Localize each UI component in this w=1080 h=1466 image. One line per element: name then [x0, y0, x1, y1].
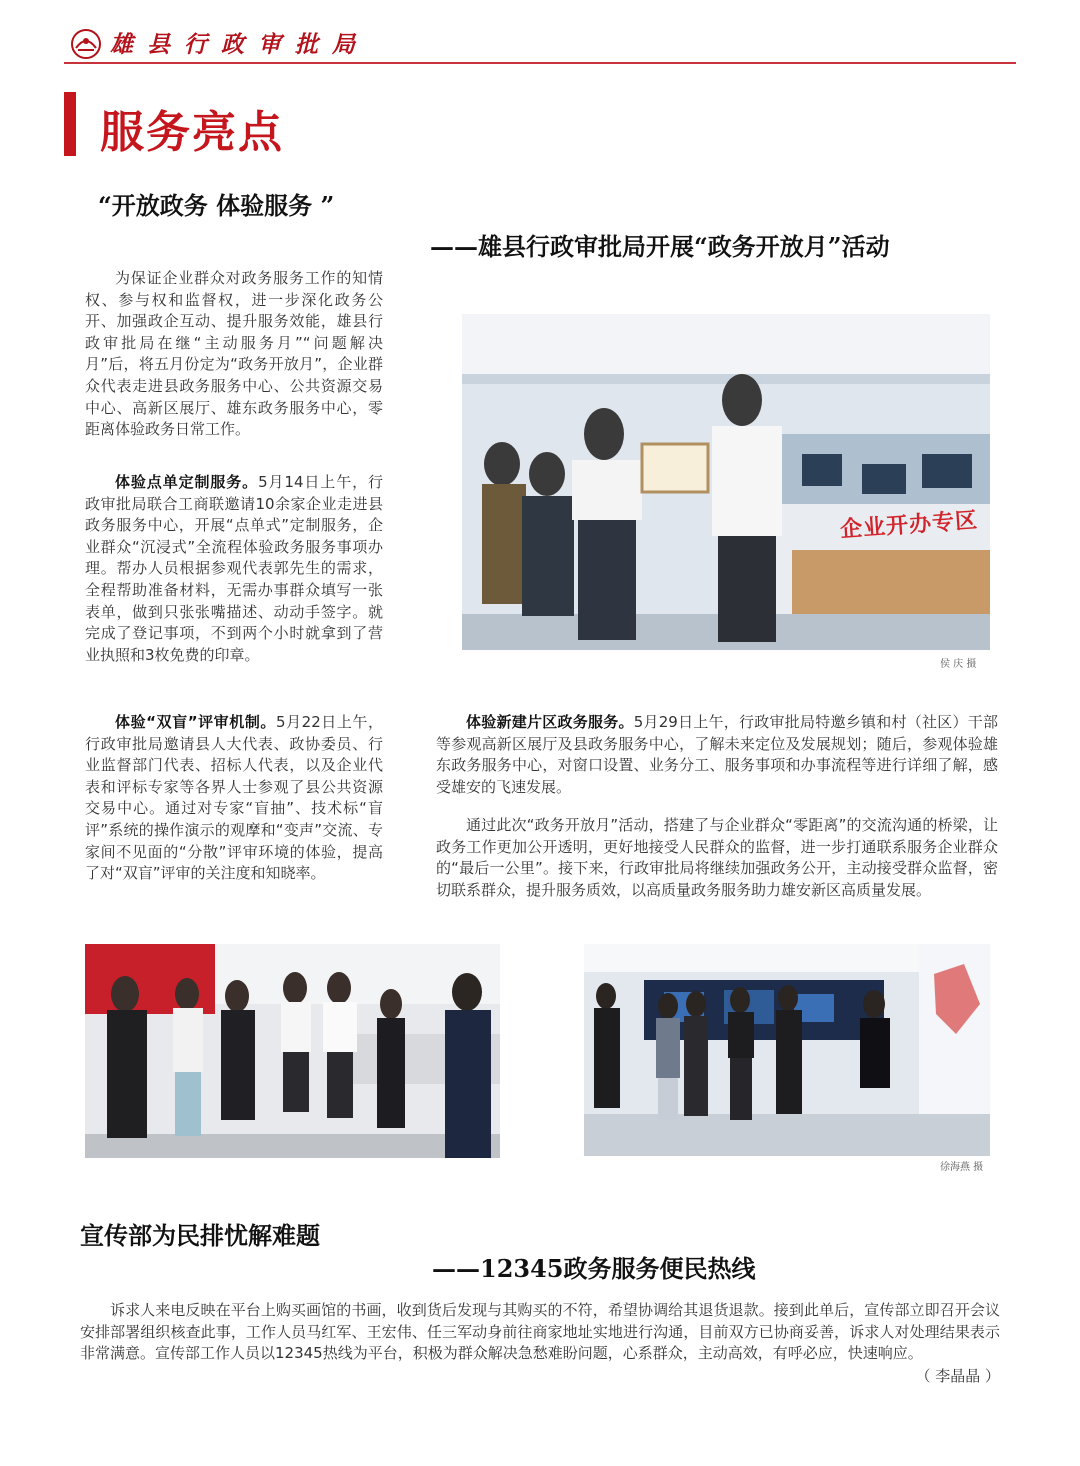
photo-bidding-center-visit [85, 944, 500, 1158]
brand-name: 雄县行政审批局 [110, 31, 369, 58]
article1-title: “开放政务 体验服务 ” [98, 191, 335, 220]
article1-section2 [85, 712, 383, 885]
photo-certificate-presentation [462, 314, 990, 650]
section1-lead: 体验点单定制服务。 [115, 473, 259, 491]
section-title: 服务亮点 [100, 107, 284, 158]
section1-body: 5月14日上午，行政审批局联合工商联邀请10余家企业走进县政务服务中心，开展“点单式”定制服务，企业群众“沉浸式”全流程体验政务服务事项办理。帮办人员根据参观代表郭先生的需求，全程帮助准备材料，无需办事群众填写一张表单，做到只张张嘴描述、动动手签字。就完成了登记事项，不到两个小时就拿到了营业执照和3枚免费的印章。 [85, 473, 383, 664]
section3-lead: 体验新建片区政务服务。 [466, 713, 634, 731]
article1-subtitle: ——雄县行政审批局开展“政务开放月”活动 [430, 232, 890, 261]
section2-lead: 体验“双盲”评审机制。 [115, 713, 276, 731]
section2-body: 5月22日上午，行政审批局邀请县人大代表、政协委员、行业监督部门代表、招标人代表，以及企业代表和评标专家等各界人士参观了县公共资源交易中心。通过对专家“盲抽”、技术标“盲评”系统的操作演示的观摩和“变声”交流、专家间不见面的“分散”评审环境的体验，提高了对“双盲”评审的关注度和知晓率。 [85, 713, 384, 883]
article2-subtitle: ——12345政务服务便民热线 [432, 1254, 756, 1283]
article1-section1 [85, 472, 383, 666]
intro-paragraph: 为保证企业群众对政务服务工作的知情权、参与权和监督权，进一步深化政务公开、加强政企互动、提升服务效能，雄县行政审批局在继“主动服务月”“问题解决月”后，将五月份定为“政务开放月”，企业群众代表走进县政务服务中心、公共资源交易中心、高新区展厅、雄东政务服务中心，零距离体验政务日常工作。 [85, 269, 383, 439]
header-divider [64, 62, 1016, 64]
section3-paragraph [436, 712, 998, 798]
section1-paragraph [85, 472, 383, 666]
article1-intro [85, 268, 383, 441]
article2-author: （ 李晶晶 ） [915, 1367, 1000, 1385]
article1-section3 [436, 712, 998, 798]
photo1-credit: 侯 庆 摄 [940, 659, 977, 670]
section3-body: 5月29日上午，行政审批局特邀乡镇和村（社区）干部等参观高新区展厅及县政务服务中心，了解未来定位及发展规划；随后，参观体验雄东政务服务中心，对窗口设置、业务分工、服务事项和办事流程等进行详细了解，感受雄安的飞速发展。 [436, 713, 998, 796]
logo-icon [70, 28, 102, 60]
section2-paragraph [85, 712, 383, 885]
photo3-credit: 徐海燕 摄 [940, 1162, 984, 1173]
section-accent-bar [64, 92, 76, 156]
article2-body [80, 1300, 1000, 1365]
article1-conclusion [436, 815, 998, 901]
photo-exhibition-hall-visit [584, 944, 990, 1156]
article2-paragraph: 诉求人来电反映在平台上购买画馆的书画，收到货后发现与其购买的不符，希望协调给其退货退款。接到此单后，宣传部立即召开会议安排部署组织核查此事，工作人员马红军、王宏伟、任三军动身前往商家地址实地进行沟通，目前双方已协商妥善，诉求人对处理结果表示非常满意。宣传部工作人员以12345热线为平台，积极为群众解决急愁难盼问题，心系群众，主动高效，有呼必应，快速响应。 [80, 1301, 1000, 1363]
conclusion-paragraph: 通过此次“政务开放月”活动，搭建了与企业群众“零距离”的交流沟通的桥梁，让政务工作更加公开透明，更好地接受人民群众的监督，进一步打通联系服务企业群众的“最后一公里”。接下来，行政审批局将继续加强政务公开，主动接受群众监督，密切联系群众，提升服务质效，以高质量政务服务助力雄安新区高质量发展。 [436, 816, 998, 899]
photo-sign-text: 企业开办专区 [839, 508, 979, 543]
article2-title: 宣传部为民排忧解难题 [80, 1221, 320, 1250]
